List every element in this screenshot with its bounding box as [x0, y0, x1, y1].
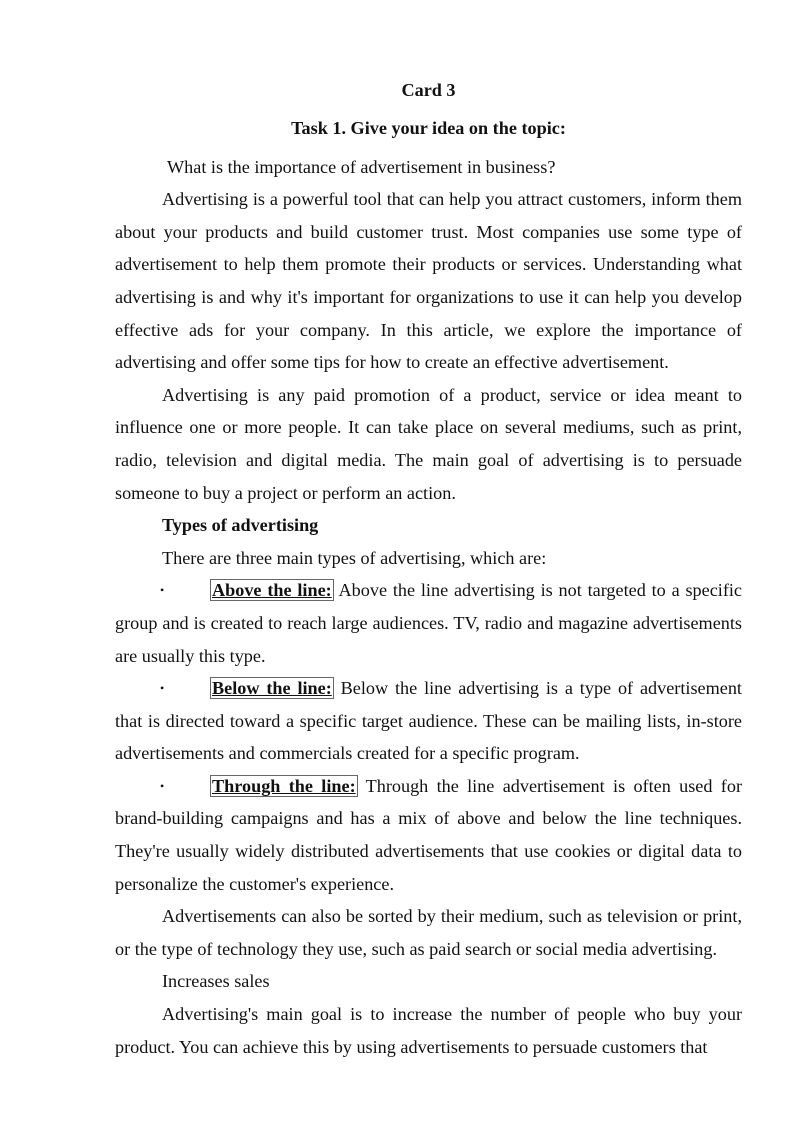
- topic-question: What is the importance of advertisement in business?: [167, 156, 556, 177]
- types-intro: There are three main types of advertising, which are:: [162, 547, 547, 568]
- definition-paragraph: Advertising is any paid promotion of a product, service or idea meant to influence one or more people. It can take place on several mediums, such as print, radio, television and digital media. The main goal of advertising is to persuade someone to buy a project or perform an action.: [115, 384, 742, 503]
- card-title: Card 3: [401, 80, 456, 100]
- type-item-below-the-line: [115, 672, 742, 770]
- type-item-through-the-line: [115, 770, 742, 900]
- sales-heading: Increases sales: [162, 971, 270, 992]
- medium-paragraph: Advertisements can also be sorted by their medium, such as television or print, or the type of technology they use, such as paid search or social media advertising.: [115, 906, 742, 959]
- type-item-above-the-line: [115, 574, 742, 672]
- type-term: Below the line:: [212, 678, 332, 699]
- bullet-icon: •: [160, 681, 165, 696]
- bullet-icon: •: [160, 583, 165, 598]
- intro-paragraph: Advertising is a powerful tool that can help you attract customers, inform them about your products and build customer trust. Most companies use some type of advertisement to help them promote their products or services. Understanding what advertising is and why it's important for organizations to use it can help you develop effective ads for your company. In this article, we explore the importance of advertising and offer some tips for how to create an effective advertisement.: [115, 189, 742, 373]
- types-heading: Types of advertising: [162, 515, 319, 536]
- task-title: Task 1. Give your idea on the topic:: [291, 118, 566, 138]
- type-description: Below the line advertising is a type of advertisement that is directed toward a specific target audience. These can be mailing lists, in-store advertisements and commercials created for a specific program.: [115, 678, 742, 764]
- document-page: [115, 74, 742, 1063]
- bullet-icon: •: [160, 778, 165, 793]
- type-term: Through the line:: [212, 775, 356, 796]
- type-description: Through the line advertisement is often used for brand-building campaigns and has a mix of above and below the line techniques. They're usually widely distributed advertisements that use cookies or digital data to personalize the customer's experience.: [115, 775, 742, 894]
- type-term: Above the line:: [212, 580, 332, 601]
- sales-paragraph: Advertising's main goal is to increase the number of people who buy your product. You can achieve this by using advertisements to persuade customers that: [115, 1004, 742, 1057]
- type-description: Above the line advertising is not targeted to a specific group and is created to reach large audiences. TV, radio and magazine advertisements are usually this type.: [115, 580, 743, 666]
